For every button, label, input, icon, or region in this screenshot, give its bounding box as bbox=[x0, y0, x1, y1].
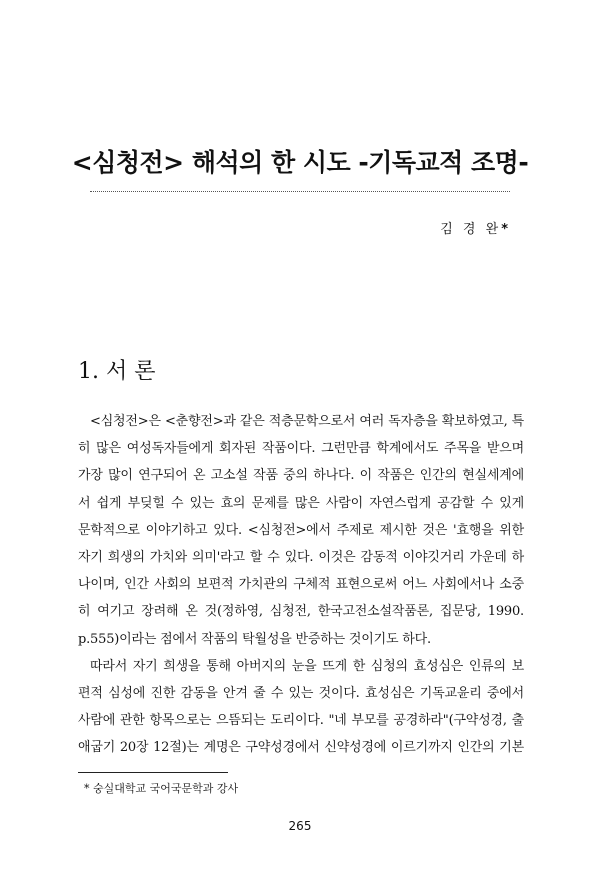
footnote: * 숭실대학교 국어국문학과 강사 bbox=[84, 782, 239, 795]
body-line: 문학적으로 이야기하고 있다. <심청전>에서 주제로 제시한 것은 '효행을 위한 bbox=[78, 522, 524, 538]
body-line: 사람에 관한 항목으로는 으뜸되는 도리이다. "네 부모를 공경하라"(구약성경, 출 bbox=[78, 713, 524, 729]
body-line: 서 쉽게 부딪힐 수 있는 효의 문제를 많은 사람이 자연스럽게 공감할 수 있게 bbox=[78, 495, 524, 511]
page-number: 265 bbox=[288, 819, 312, 833]
body-line: <심청전>은 <춘향전>과 같은 적층문학으로서 여러 독자층을 확보하였고, 특 bbox=[90, 414, 524, 429]
body-line: p.555)이라는 점에서 작품의 탁월성을 반증하는 것이기도 하다. bbox=[78, 631, 431, 647]
body-line: 가장 많이 연구되어 온 고소설 작품 중의 하나다. 이 작품은 인간의 현실세계에 bbox=[78, 468, 524, 484]
body-line: 애굽기 20장 12절)는 계명은 구약성경에서 신약성경에 이르기까지 인간의 기본 bbox=[78, 740, 524, 756]
section-heading: 1. 서 론 bbox=[78, 359, 156, 384]
author-footnote-mark: * bbox=[501, 222, 508, 237]
title-divider bbox=[90, 191, 510, 192]
body-line: 히 여기고 장려해 온 것(정하영, 심청전, 한국고전소설작품론, 집문당, 1990. bbox=[78, 604, 524, 620]
author-name: 김 경 완 bbox=[440, 222, 502, 237]
article-title: <심청전> 해석의 한 시도 -기독교적 조명- bbox=[71, 148, 529, 177]
footnote-divider bbox=[78, 772, 228, 773]
author-line bbox=[440, 218, 508, 237]
body-line: 편적 심성에 진한 감동을 안겨 줄 수 있는 것이다. 효성심은 기독교윤리 중에서 bbox=[78, 685, 524, 701]
body-line: 나이며, 인간 사회의 보편적 가치관의 구체적 표현으로써 어느 사회에서나 소중 bbox=[78, 577, 524, 593]
body-line: 자기 희생의 가치와 의미'라고 할 수 있다. 이것은 감동적 이야깃거리 가운데 하 bbox=[78, 549, 524, 565]
body-line: 히 많은 여성독자들에게 회자된 작품이다. 그런만큼 학계에서도 주목을 받으며 bbox=[78, 441, 524, 457]
body-line: 따라서 자기 희생을 통해 아버지의 눈을 뜨게 한 심청의 효성심은 인류의 보 bbox=[90, 658, 524, 674]
body-text bbox=[78, 408, 524, 761]
